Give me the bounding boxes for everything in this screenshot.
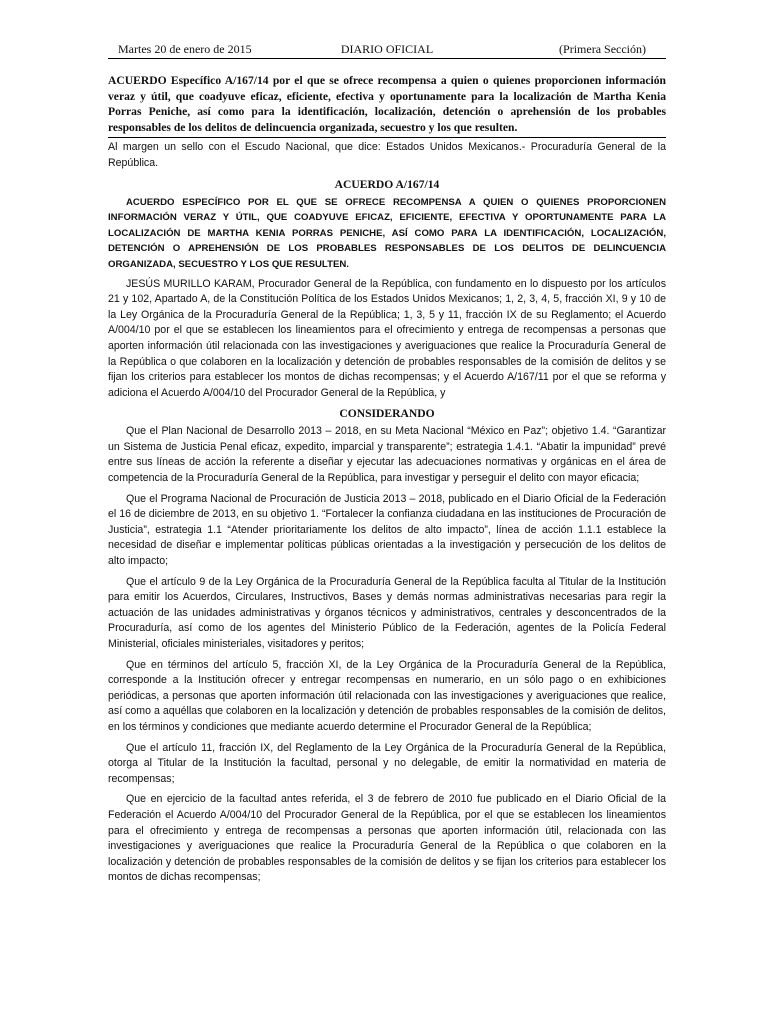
considerando-paragraph: Que el artículo 11, fracción IX, del Reglamento de la Ley Orgánica de la Procuraduría General de la República, otorga al Titular de la Institución la facultad, personal y no delegable, de emitir la normatividad en materia de recompensas;	[108, 741, 666, 785]
running-header	[108, 38, 666, 59]
document-page	[108, 38, 666, 891]
considerando-heading: CONSIDERANDO	[339, 407, 435, 421]
header-section: (Primera Sección)	[559, 42, 646, 56]
agreement-summary: ACUERDO Específico A/167/14 por el que se ofrece recompensa a quien o quienes proporcionen información veraz y útil, que coadyuve eficaz, eficiente, efectiva y oportunamente para la localización de Martha Kenia Porras Peniche, así como para la identificación, localización, detención o aprehensión de los probables responsables de los delitos de delincuencia organizada, secuestro y los que resulten.	[108, 73, 666, 138]
considerando-paragraph: Que el Programa Nacional de Procuración de Justicia 2013 – 2018, publicado en el Diario Oficial de la Federación el 16 de diciembre de 2013, en su objetivo 1. “Fortalecer la confianza ciudadana en las instituciones de Procuración de Justicia”, estrategia 1.1 “Atender prioritariamente los delitos de alto impacto”, línea de acción 1.1.1 establece la necesidad de diseñar e implementar políticas públicas orientadas a la investigación y persecución de los delitos de alto impacto;	[108, 492, 666, 568]
considerando-paragraph: Que el Plan Nacional de Desarrollo 2013 – 2018, en su Meta Nacional “México en Paz”; objetivo 1.4. “Garantizar un Sistema de Justicia Penal eficaz, expedito, imparcial y transparente”; estrategia 1.4.1. “Abatir la impunidad” prevé entre sus líneas de acción la referente a diseñar y ejecutar las adecuaciones normativas y orgánicas en el área de competencia de la Procuraduría General de la República, para investigar y perseguir el delito con mayor eficacia;	[108, 425, 666, 485]
considerando-paragraph: Que en ejercicio de la facultad antes referida, el 3 de febrero de 2010 fue publicado en el Diario Oficial de la Federación el Acuerdo A/004/10 del Procurador General de la República, por el que se establecen los lineamientos para el ofrecimiento y entrega de recompensas a personas que aporten información útil, relacionada con las investigaciones y averiguaciones que realice la Procuraduría General de la República o que colaboren en la localización y detención de probables responsables de la comisión de delitos y se fijan los criterios para establecer los montos de dichas recompensas;	[108, 793, 666, 884]
agreement-number: ACUERDO A/167/14	[334, 177, 440, 191]
agreement-title: ACUERDO ESPECÍFICO POR EL QUE SE OFRECE RECOMPENSA A QUIEN O QUIENES PROPORCIONEN INFORMACIÓN VERAZ Y ÚTIL, QUE COADYUVE EFICAZ, EFICIENTE, EFECTIVA Y OPORTUNAMENTE PARA LA LOCALIZACIÓN DE MARTHA KENIA PORRAS PENICHE, ASÍ COMO PARA LA IDENTIFICACIÓN, LOCALIZACIÓN, DETENCIÓN O APREHENSIÓN DE LOS PROBABLES RESPONSABLES DE LOS DELITOS DE DELINCUENCIA ORGANIZADA, SECUESTRO Y LOS QUE RESULTEN.	[108, 196, 666, 270]
header-publication: DIARIO OFICIAL	[340, 42, 434, 56]
considerando-paragraph: Que el artículo 9 de la Ley Orgánica de la Procuraduría General de la República faculta al Titular de la Institución para emitir los Acuerdos, Circulares, Instructivos, Bases y demás normas administrativas necesarias para regir la actuación de las unidades administrativas y órganos técnicos y administrativos, centrales y desconcentrados de la Procuraduría, así como de los agentes del Ministerio Público de la Federación, agentes de la Policía Federal Ministerial, oficiales ministeriales, visitadores y peritos;	[108, 575, 666, 650]
margin-note: Al margen un sello con el Escudo Nacional, que dice: Estados Unidos Mexicanos.- Procuraduría General de la República.	[108, 141, 666, 169]
preamble: JESÚS MURILLO KARAM, Procurador General de la República, con fundamento en lo dispuesto por los artículos 21 y 102, Apartado A, de la Constitución Política de los Estados Unidos Mexicanos; 1, 2, 3, 4, 5, fracción XI, 9 y 10 de la Ley Orgánica de la Procuraduría General de la República; 1, 3, 5 y 11, fracción IX de su Reglamento; el Acuerdo A/004/10 por el que se establecen los lineamientos para el ofrecimiento y entrega de recompensas a personas que aporten información útil relacionada con las investigaciones y averiguaciones que realice la Procuraduría General de la República o que colaboren en la localización y detención de probables responsables de la comisión de delitos y se fijan los criterios para establecer los montos de dichas recompensas; y el Acuerdo A/167/11 por el que se reforma y adiciona el Acuerdo A/004/10 del Procurador General de la República, y	[108, 277, 666, 399]
considerando-paragraph: Que en términos del artículo 5, fracción XI, de la Ley Orgánica de la Procuraduría General de la República, corresponde a la Institución ofrecer y entregar recompensas en numerario, en un sólo pago o en exhibiciones periódicas, a personas que aporten información útil relacionada con las investigaciones y averiguaciones que realice, así como a aquéllas que colaboren en la localización y detención de probables responsables de la comisión de delitos, en los términos y condiciones que mediante acuerdo determine el Procurador General de la República;	[108, 658, 666, 733]
header-date: Martes 20 de enero de 2015	[118, 42, 252, 56]
